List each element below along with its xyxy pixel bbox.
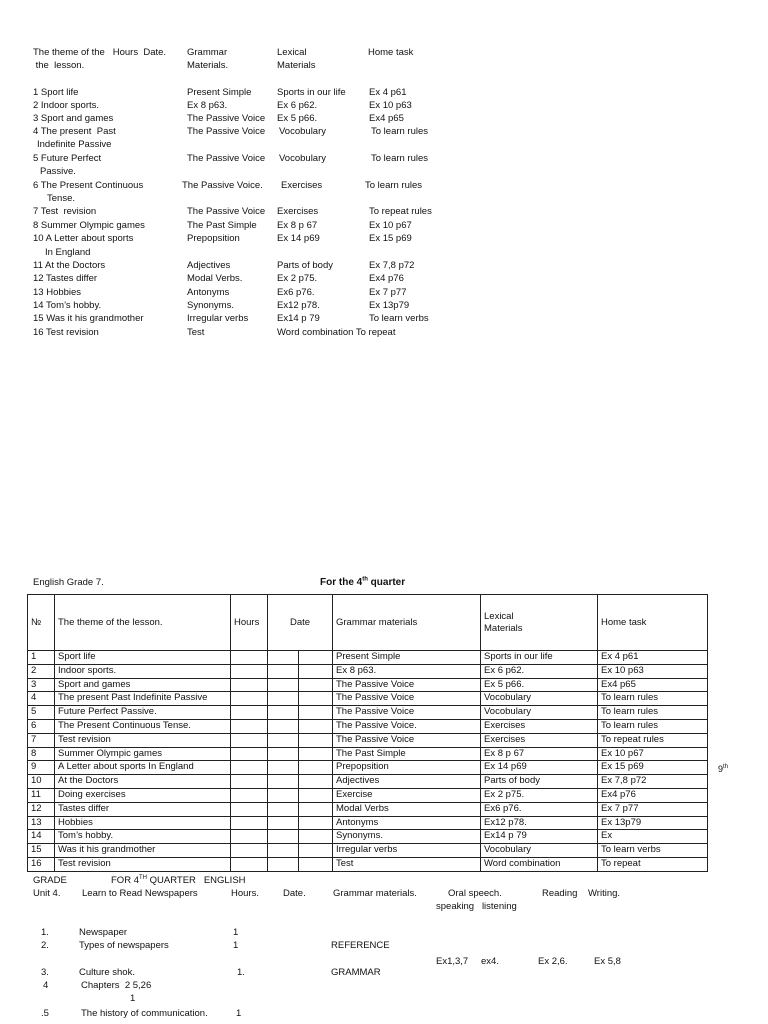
cell-date-b (299, 830, 333, 844)
cell-date-b (299, 802, 333, 816)
plan1-row-2-lexical: Ex 6 p62. (277, 100, 318, 111)
cell-lexical: Sports in our life (481, 651, 598, 665)
cell-lexical: Ex6 p76. (481, 802, 598, 816)
cell-lexical: Ex14 p 79 (481, 830, 598, 844)
plan1-row-4-home: To learn rules (371, 126, 429, 137)
plan3-item-2-note: REFERENCE (331, 940, 390, 951)
plan1-row-15-grammar: Test (187, 327, 205, 338)
plan1-row-5-theme-2: Passive. (40, 166, 76, 177)
cell-date-a (268, 692, 299, 706)
plan1-row-8-lexical: Ex 8 p 67 (277, 220, 318, 231)
plan1-header-home: Home task (368, 47, 414, 58)
cell-home: To repeat (598, 857, 708, 871)
cell-home: Ex 10 p63 (598, 664, 708, 678)
cell-lexical: Ex12 p78. (481, 816, 598, 830)
cell-grammar: The Passive Voice. (333, 719, 481, 733)
cell-home: Ex 15 p69 (598, 761, 708, 775)
cell-theme: Test revision (55, 733, 231, 747)
plan3-grammar: Grammar materials. (333, 888, 417, 899)
cell-hours (231, 733, 268, 747)
cell-date-a (268, 775, 299, 789)
cell-grammar: Adjectives (333, 775, 481, 789)
cell-grammar: Ex 8 p63. (333, 664, 481, 678)
cell-grammar: The Past Simple (333, 747, 481, 761)
plan3-item-1-hours: 1 (233, 927, 239, 938)
cell-hours (231, 692, 268, 706)
cell-date-b (299, 844, 333, 858)
plan1-row-2-grammar: Ex 8 p63. (187, 100, 228, 111)
plan1-row-8-home: Ex 10 p67 (369, 220, 412, 231)
table-row (28, 719, 708, 733)
cell-hours (231, 788, 268, 802)
cell-theme: Tastes differ (55, 802, 231, 816)
cell-lexical: Vocobulary (481, 706, 598, 720)
cell-hours (231, 844, 268, 858)
plan3-ex-oral: Ex1,3,7 (436, 956, 469, 967)
col-header-grammar: Grammar materials (333, 595, 481, 651)
plan1-row-3-lexical: Ex 5 p66. (277, 113, 318, 124)
plan3-item-4-title: Chapters 2 5,26 (81, 980, 152, 991)
lesson-plan-table (27, 594, 708, 872)
plan2-center-title: For the 4th quarter (320, 576, 406, 588)
col-header-num: № (28, 595, 55, 651)
plan1-row-6-home: To learn rules (365, 180, 423, 191)
plan3-stray-one: 1 (130, 993, 136, 1004)
cell-theme: At the Doctors (55, 775, 231, 789)
cell-grammar: Prepopsition (333, 761, 481, 775)
cell-theme: Sport life (55, 651, 231, 665)
cell-num: 8 (28, 747, 55, 761)
table-row (28, 678, 708, 692)
plan1-row-13-lexical: Ex12 p78. (277, 300, 320, 311)
plan1-row-10-home: Ex 7,8 p72 (369, 260, 415, 271)
plan3-item-3-hours: 1. (237, 967, 245, 978)
cell-theme: A Letter about sports In England (55, 761, 231, 775)
plan1-row-10-grammar: Adjectives (187, 260, 231, 271)
plan1-row-7-home: To repeat rules (369, 206, 432, 217)
cell-lexical: Ex 2 p75. (481, 788, 598, 802)
cell-num: 16 (28, 857, 55, 871)
plan3-item-4-n: 4 (43, 980, 49, 991)
cell-num: 12 (28, 802, 55, 816)
plan1-row-7-grammar: The Passive Voice (187, 206, 266, 217)
cell-num: 10 (28, 775, 55, 789)
table-row (28, 692, 708, 706)
cell-grammar: Irregular verbs (333, 844, 481, 858)
plan3-ex-reading: Ex 2,6. (538, 956, 568, 967)
cell-num: 2 (28, 664, 55, 678)
plan1-row-9-lexical: Ex 14 p69 (277, 233, 320, 244)
cell-theme: Summer Olympic games (55, 747, 231, 761)
cell-lexical: Ex 5 p66. (481, 678, 598, 692)
cell-hours (231, 816, 268, 830)
cell-date-b (299, 857, 333, 871)
cell-num: 15 (28, 844, 55, 858)
plan2-side-note: 9th (718, 764, 729, 774)
cell-date-b (299, 775, 333, 789)
col-header-hours: Hours (231, 595, 268, 651)
plan1-header-theme: The theme of the Hours Date. (33, 47, 167, 58)
plan1-row-7-lexical: Exercises (277, 206, 319, 217)
cell-num: 11 (28, 788, 55, 802)
cell-theme: Hobbies (55, 816, 231, 830)
cell-num: 3 (28, 678, 55, 692)
cell-theme: Tom’s hobby. (55, 830, 231, 844)
plan3-item-3-n: 3. (41, 967, 49, 978)
plan1-row-3-grammar: The Passive Voice (187, 113, 266, 124)
table-row (28, 844, 708, 858)
plan3-for-quarter: FOR 4TH QUARTER ENGLISH (111, 875, 246, 887)
table-row (28, 664, 708, 678)
cell-grammar: The Passive Voice (333, 733, 481, 747)
cell-home: Ex 4 p61 (598, 651, 708, 665)
plan1-row-6-lexical: Exercises (281, 180, 323, 191)
cell-date-a (268, 830, 299, 844)
cell-date-b (299, 747, 333, 761)
plan1-row-6-theme: 6 The Present Continuous (33, 180, 144, 191)
plan3-unit-title: Learn to Read Newspapers (82, 888, 198, 899)
table-row (28, 802, 708, 816)
table-row (28, 857, 708, 871)
plan1-header-grammar: Grammar (187, 47, 228, 58)
plan1-row-14-lexical: Ex14 p 79 (277, 313, 320, 324)
table-row (28, 651, 708, 665)
cell-date-a (268, 788, 299, 802)
plan1-row-4-theme: 4 The present Past (33, 126, 116, 137)
plan2-left-title: English Grade 7. (33, 577, 104, 588)
cell-date-a (268, 733, 299, 747)
plan1-row-6-grammar: The Passive Voice. (182, 180, 263, 191)
plan3-item-2-hours: 1 (233, 940, 239, 951)
cell-date-a (268, 706, 299, 720)
plan1-row-4-theme-2: Indefinite Passive (37, 139, 112, 150)
cell-date-b (299, 706, 333, 720)
plan3-hours: Hours. (231, 888, 259, 899)
cell-theme: Indoor sports. (55, 664, 231, 678)
plan1-row-5-grammar: The Passive Voice (187, 153, 266, 164)
cell-num: 5 (28, 706, 55, 720)
cell-num: 13 (28, 816, 55, 830)
cell-lexical: Ex 6 p62. (481, 664, 598, 678)
cell-home: Ex (598, 830, 708, 844)
plan1-row-9-theme-2: In England (45, 247, 91, 258)
cell-hours (231, 651, 268, 665)
table-row (28, 761, 708, 775)
plan1-row-11-theme: 12 Tastes differ (33, 273, 98, 284)
plan1-row-1-home: Ex 4 p61 (369, 87, 407, 98)
plan1-row-2-theme: 2 Indoor sports. (33, 100, 100, 111)
plan1-row-5-home: To learn rules (371, 153, 429, 164)
plan1-row-9-theme: 10 A Letter about sports (33, 233, 134, 244)
plan1-row-11-lexical: Ex 2 p75. (277, 273, 318, 284)
cell-hours (231, 802, 268, 816)
cell-grammar: The Passive Voice (333, 692, 481, 706)
cell-num: 7 (28, 733, 55, 747)
plan3-ex-writing: Ex 5,8 (594, 956, 621, 967)
plan3-item-1-n: 1. (41, 927, 49, 938)
cell-grammar: The Passive Voice (333, 678, 481, 692)
cell-home: Ex 10 p67 (598, 747, 708, 761)
col-header-date: Date (268, 595, 333, 651)
cell-date-b (299, 651, 333, 665)
plan3-date: Date. (283, 888, 306, 899)
cell-lexical: Vocobulary (481, 844, 598, 858)
plan1-row-14-theme: 15 Was it his grandmother (33, 313, 144, 324)
cell-hours (231, 706, 268, 720)
plan3-oral: Oral speech. (448, 888, 502, 899)
plan1-row-1-lexical: Sports in our life (277, 87, 346, 98)
cell-num: 9 (28, 761, 55, 775)
plan1-row-12-theme: 13 Hobbies (33, 287, 82, 298)
cell-lexical: Word combination (481, 857, 598, 871)
plan3-writing: Writing. (588, 888, 621, 899)
cell-date-a (268, 857, 299, 871)
cell-theme: Test revision (55, 857, 231, 871)
plan1-row-13-theme: 14 Tom’s hobby. (33, 300, 102, 311)
plan3-unit: Unit 4. (33, 888, 61, 899)
plan3-item-1-title: Newspaper (79, 927, 128, 938)
plan1-row-14-home: To learn verbs (369, 313, 429, 324)
cell-date-b (299, 788, 333, 802)
cell-date-b (299, 761, 333, 775)
plan1-row-12-lexical: Ex6 p76. (277, 287, 315, 298)
plan3-item-5-n: .5 (41, 1008, 49, 1019)
cell-home: To learn rules (598, 692, 708, 706)
cell-home: Ex4 p76 (598, 788, 708, 802)
cell-grammar: Antonyms (333, 816, 481, 830)
cell-home: Ex 13p79 (598, 816, 708, 830)
plan3-reading: Reading (542, 888, 578, 899)
cell-date-a (268, 816, 299, 830)
cell-home: To learn rules (598, 719, 708, 733)
cell-grammar: Exercise (333, 788, 481, 802)
cell-num: 4 (28, 692, 55, 706)
cell-lexical: Exercises (481, 719, 598, 733)
cell-theme: The Present Continuous Tense. (55, 719, 231, 733)
table-row (28, 747, 708, 761)
cell-date-a (268, 802, 299, 816)
cell-home: To learn verbs (598, 844, 708, 858)
col-header-theme: The theme of the lesson. (55, 595, 231, 651)
plan1-header-theme-2: the lesson. (33, 60, 85, 71)
plan1-row-8-theme: 8 Summer Olympic games (33, 220, 145, 231)
plan3-item-2-title: Types of newspapers (79, 940, 169, 951)
cell-grammar: Synonyms. (333, 830, 481, 844)
plan1-row-1-grammar: Present Simple (187, 87, 252, 98)
plan3-grade: GRADE (33, 875, 67, 886)
cell-hours (231, 857, 268, 871)
cell-lexical: Ex 14 p69 (481, 761, 598, 775)
plan3-ex-listen: ex4. (481, 956, 499, 967)
cell-theme: Sport and games (55, 678, 231, 692)
plan1-row-3-theme: 3 Sport and games (33, 113, 114, 124)
plan1-row-13-home: Ex 13p79 (369, 300, 410, 311)
cell-hours (231, 830, 268, 844)
plan3-speaking: speaking listening (436, 901, 517, 912)
plan3-item-2-n: 2. (41, 940, 49, 951)
cell-hours (231, 761, 268, 775)
cell-date-a (268, 678, 299, 692)
cell-hours (231, 747, 268, 761)
table-body (28, 651, 708, 872)
cell-date-a (268, 651, 299, 665)
cell-grammar: Test (333, 857, 481, 871)
plan1-header-lexical-2: Materials (277, 60, 316, 71)
plan3-item-5-hours: 1 (236, 1008, 242, 1019)
cell-num: 1 (28, 651, 55, 665)
cell-hours (231, 775, 268, 789)
table-row (28, 788, 708, 802)
col-header-lexical: Lexical Materials (481, 595, 598, 651)
cell-date-a (268, 747, 299, 761)
cell-date-b (299, 733, 333, 747)
cell-num: 14 (28, 830, 55, 844)
plan1-row-4-lexical: Vocobulary (279, 126, 327, 137)
cell-date-a (268, 664, 299, 678)
cell-date-b (299, 664, 333, 678)
plan1-row-8-grammar: The Past Simple (187, 220, 257, 231)
cell-home: To repeat rules (598, 733, 708, 747)
cell-lexical: Vocobulary (481, 692, 598, 706)
plan1-row-10-lexical: Parts of body (277, 260, 333, 271)
table-row (28, 830, 708, 844)
cell-date-b (299, 692, 333, 706)
plan1-row-14-grammar: Irregular verbs (187, 313, 249, 324)
cell-home: To learn rules (598, 706, 708, 720)
table-header-row (28, 595, 708, 651)
plan1-row-15-lexical: Word combination To repeat (277, 327, 396, 338)
plan1-row-15-theme: 16 Test revision (33, 327, 99, 338)
plan1-row-13-grammar: Synonyms. (187, 300, 234, 311)
cell-hours (231, 678, 268, 692)
cell-lexical: Exercises (481, 733, 598, 747)
cell-theme: The present Past Indefinite Passive (55, 692, 231, 706)
plan1-row-9-grammar: Prepopsition (187, 233, 240, 244)
plan1-row-10-theme: 11 At the Doctors (33, 260, 106, 271)
cell-date-b (299, 816, 333, 830)
cell-theme: Future Perfect Passive. (55, 706, 231, 720)
plan1-row-11-home: Ex4 p76 (369, 273, 404, 284)
cell-lexical: Parts of body (481, 775, 598, 789)
plan1-row-5-lexical: Vocobulary (279, 153, 327, 164)
plan1-row-12-home: Ex 7 p77 (369, 287, 407, 298)
table-row (28, 706, 708, 720)
plan1-row-9-home: Ex 15 p69 (369, 233, 412, 244)
cell-grammar: The Passive Voice (333, 706, 481, 720)
cell-lexical: Ex 8 p 67 (481, 747, 598, 761)
plan1-row-1-theme: 1 Sport life (33, 87, 79, 98)
plan1-row-7-theme: 7 Test revision (33, 206, 97, 217)
plan1-row-5-theme: 5 Future Perfect (33, 153, 102, 164)
cell-num: 6 (28, 719, 55, 733)
col-header-home: Home task (598, 595, 708, 651)
cell-hours (231, 664, 268, 678)
cell-theme: Was it his grandmother (55, 844, 231, 858)
cell-home: Ex 7,8 p72 (598, 775, 708, 789)
plan3-item-5-title: The history of communication. (81, 1008, 208, 1019)
cell-date-a (268, 844, 299, 858)
plan1-row-3-home: Ex4 p65 (369, 113, 404, 124)
plan1-row-12-grammar: Antonyms (187, 287, 230, 298)
plan3-item-3-note: GRAMMAR (331, 967, 381, 978)
table-row (28, 775, 708, 789)
cell-date-a (268, 761, 299, 775)
plan1-row-6-theme-2: Tense. (47, 193, 75, 204)
cell-date-a (268, 719, 299, 733)
cell-grammar: Present Simple (333, 651, 481, 665)
cell-hours (231, 719, 268, 733)
plan1-header-grammar-2: Materials. (187, 60, 229, 71)
plan1-row-2-home: Ex 10 p63 (369, 100, 412, 111)
plan1-row-11-grammar: Modal Verbs. (187, 273, 243, 284)
cell-home: Ex 7 p77 (598, 802, 708, 816)
cell-grammar: Modal Verbs (333, 802, 481, 816)
plan1-header-lexical: Lexical (277, 47, 307, 58)
table-row (28, 733, 708, 747)
plan3-item-3-title: Culture shok. (79, 967, 135, 978)
cell-theme: Doing exercises (55, 788, 231, 802)
cell-date-b (299, 678, 333, 692)
cell-home: Ex4 p65 (598, 678, 708, 692)
table-row (28, 816, 708, 830)
plan1-row-4-grammar: The Passive Voice (187, 126, 266, 137)
cell-date-b (299, 719, 333, 733)
